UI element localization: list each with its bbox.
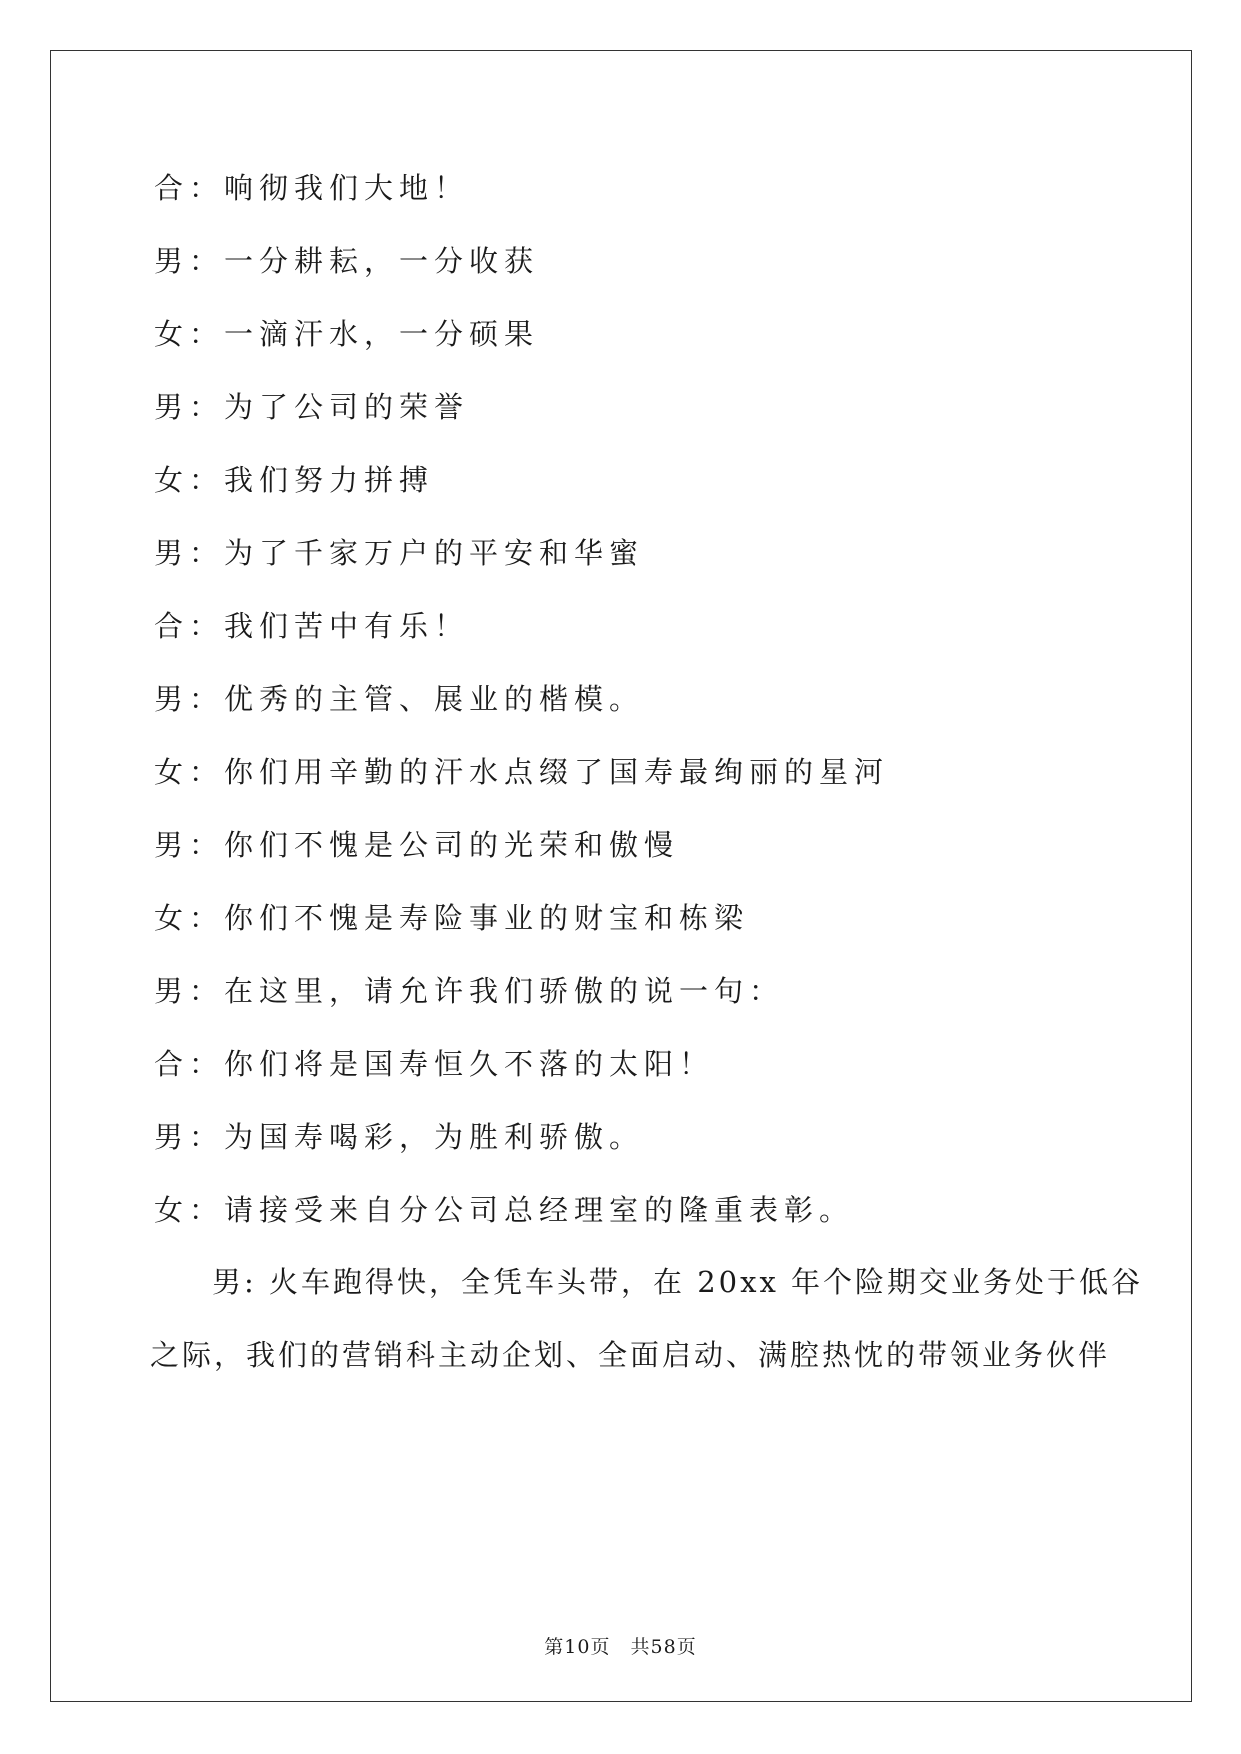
footer-prefix: 第 <box>544 1636 565 1658</box>
footer-page-number: 10 <box>564 1636 591 1658</box>
dialogue-line: 男：一分耕耘，一分收获 <box>154 244 540 278</box>
dialogue-line: 合：我们苦中有乐！ <box>154 609 470 643</box>
dialogue-line: 女：一滴汗水，一分硕果 <box>154 317 540 351</box>
dialogue-line: 女：你们用辛勤的汗水点缀了国寿最绚丽的星河 <box>154 755 890 789</box>
dialogue-line: 男：在这里，请允许我们骄傲的说一句： <box>154 974 785 1008</box>
page-border <box>50 50 1192 1702</box>
dialogue-line: 男：优秀的主管、展业的楷模。 <box>154 682 645 716</box>
dialogue-line: 女：请接受来自分公司总经理室的隆重表彰。 <box>154 1193 855 1227</box>
page-footer <box>0 1632 1241 1659</box>
dialogue-line: 男：为了千家万户的平安和华蜜 <box>154 536 645 570</box>
footer-suffix: 页 <box>676 1636 697 1658</box>
dialogue-line: 男：为国寿喝彩，为胜利骄傲。 <box>154 1120 645 1154</box>
paragraph-line-1: 男: 火车跑得快，全凭车头带，在 20xx 年个险期交业务处于低谷 <box>212 1265 1144 1299</box>
dialogue-line: 男：为了公司的荣誉 <box>154 390 470 424</box>
footer-total-pages: 58 <box>650 1636 677 1658</box>
dialogue-line: 合：你们将是国寿恒久不落的太阳！ <box>154 1047 715 1081</box>
dialogue-line: 男：你们不愧是公司的光荣和傲慢 <box>154 828 680 862</box>
paragraph-line-2: 之际，我们的营销科主动企划、全面启动、满腔热忱的带领业务伙伴 <box>150 1338 1111 1372</box>
dialogue-line: 女：你们不愧是寿险事业的财宝和栋梁 <box>154 901 750 935</box>
dialogue-line: 女：我们努力拼搏 <box>154 463 435 497</box>
dialogue-line: 合：响彻我们大地！ <box>154 171 470 205</box>
footer-middle: 页 共 <box>590 1636 651 1658</box>
